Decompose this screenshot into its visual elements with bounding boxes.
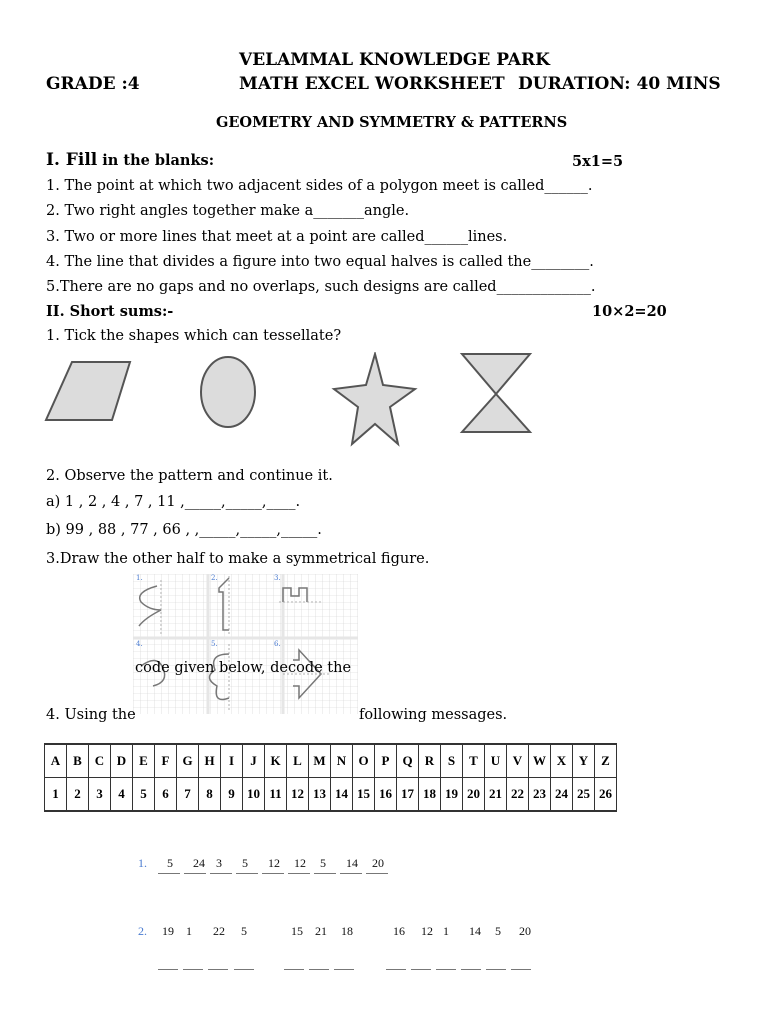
code-letter-z: Z xyxy=(595,744,617,778)
message-2-code: 16 xyxy=(393,924,405,938)
code-number-4: 4 xyxy=(111,778,133,812)
message-2-code: 18 xyxy=(341,924,353,938)
code-letter-p: P xyxy=(375,744,397,778)
code-letter-r: R xyxy=(419,744,441,778)
message-2-code: 5 xyxy=(495,924,501,938)
message-1-code: 14 xyxy=(346,856,358,870)
answer-blank[interactable] xyxy=(184,873,206,874)
message-2-number: 2. xyxy=(138,924,147,938)
grid-label-2: 2. xyxy=(211,574,218,582)
message-1-code: 20 xyxy=(372,856,384,870)
message-1-code: 5 xyxy=(320,856,326,870)
code-number-9: 9 xyxy=(221,778,243,812)
parallelogram-shape[interactable] xyxy=(46,362,130,420)
section1-title-rest: in the blanks: xyxy=(97,152,215,169)
answer-blank[interactable] xyxy=(309,969,329,970)
tessellation-shapes xyxy=(40,352,540,452)
numbers-row xyxy=(45,778,617,812)
message-1-code: 5 xyxy=(167,856,173,870)
code-letter-g: G xyxy=(177,744,199,778)
message-1-number: 1. xyxy=(138,856,147,870)
decode-question-end: following messages. xyxy=(359,707,508,723)
code-letter-x: X xyxy=(551,744,573,778)
code-number-22: 22 xyxy=(507,778,529,812)
fill-question-5: 5.There are no gaps and no overlaps, such designs are called_____________. xyxy=(46,279,596,295)
decode-overlay-text: code given below, decode the xyxy=(135,660,352,676)
message-2-code: 1 xyxy=(443,924,449,938)
answer-blank[interactable] xyxy=(366,873,388,874)
grid-label-1: 1. xyxy=(136,574,143,582)
code-letter-j: J xyxy=(243,744,265,778)
code-number-8: 8 xyxy=(199,778,221,812)
code-number-13: 13 xyxy=(309,778,331,812)
code-letter-a: A xyxy=(45,744,67,778)
answer-blank[interactable] xyxy=(236,873,258,874)
answer-blank[interactable] xyxy=(183,969,203,970)
code-letter-k: K xyxy=(265,744,287,778)
pattern-a: a) 1 , 2 , 4 , 7 , 11 ,_____,_____,____. xyxy=(46,494,301,510)
section2-marks: 10×2=20 xyxy=(592,303,667,320)
code-letter-n: N xyxy=(331,744,353,778)
answer-blank[interactable] xyxy=(210,873,232,874)
answer-blank[interactable] xyxy=(284,969,304,970)
section1-title xyxy=(46,150,214,170)
code-number-15: 15 xyxy=(353,778,375,812)
code-letter-f: F xyxy=(155,744,177,778)
fill-question-2: 2. Two right angles together make a_______angle. xyxy=(46,203,410,219)
letters-row xyxy=(45,744,617,778)
pattern-question: 2. Observe the pattern and continue it. xyxy=(46,468,333,484)
answer-blank[interactable] xyxy=(158,873,180,874)
code-letter-w: W xyxy=(529,744,551,778)
message-1-code: 12 xyxy=(268,856,280,870)
code-letter-l: L xyxy=(287,744,309,778)
code-number-6: 6 xyxy=(155,778,177,812)
code-number-10: 10 xyxy=(243,778,265,812)
grade-label: GRADE :4 xyxy=(46,74,140,94)
fill-question-4: 4. The line that divides a figure into two equal halves is called the________. xyxy=(46,254,594,270)
message-2-code: 14 xyxy=(469,924,481,938)
message-2-code: 15 xyxy=(291,924,303,938)
code-number-18: 18 xyxy=(419,778,441,812)
code-letter-m: M xyxy=(309,744,331,778)
code-number-20: 20 xyxy=(463,778,485,812)
code-number-26: 26 xyxy=(595,778,617,812)
section2-title: II. Short sums:- xyxy=(46,303,174,320)
code-number-16: 16 xyxy=(375,778,397,812)
fill-question-1: 1. The point at which two adjacent sides of a polygon meet is called______. xyxy=(46,178,593,194)
code-number-25: 25 xyxy=(573,778,595,812)
decode-question-start: 4. Using the xyxy=(46,707,136,723)
answer-blank[interactable] xyxy=(288,873,310,874)
code-number-17: 17 xyxy=(397,778,419,812)
grid-label-3: 3. xyxy=(274,574,281,582)
answer-blank[interactable] xyxy=(334,969,354,970)
code-number-14: 14 xyxy=(331,778,353,812)
message-2-code: 5 xyxy=(241,924,247,938)
answer-blank[interactable] xyxy=(208,969,228,970)
code-number-5: 5 xyxy=(133,778,155,812)
message-1-code: 12 xyxy=(294,856,306,870)
code-letter-v: V xyxy=(507,744,529,778)
message-2-code: 20 xyxy=(519,924,531,938)
message-1-code: 3 xyxy=(216,856,222,870)
answer-blank[interactable] xyxy=(386,969,406,970)
tessellate-question: 1. Tick the shapes which can tessellate? xyxy=(46,328,342,344)
code-number-3: 3 xyxy=(89,778,111,812)
code-letter-y: Y xyxy=(573,744,595,778)
code-number-23: 23 xyxy=(529,778,551,812)
code-letter-o: O xyxy=(353,744,375,778)
message-2-code: 19 xyxy=(162,924,174,938)
symmetry-grid xyxy=(133,574,358,714)
letter-number-code-table xyxy=(44,743,617,812)
message-2-code: 22 xyxy=(213,924,225,938)
code-letter-i: I xyxy=(221,744,243,778)
grid-label-5: 5. xyxy=(211,640,218,648)
message-2-code: 12 xyxy=(421,924,433,938)
message-1-code: 24 xyxy=(193,856,205,870)
code-letter-b: B xyxy=(67,744,89,778)
code-letter-d: D xyxy=(111,744,133,778)
code-number-11: 11 xyxy=(265,778,287,812)
answer-blank[interactable] xyxy=(511,969,531,970)
code-number-1: 1 xyxy=(45,778,67,812)
code-number-24: 24 xyxy=(551,778,573,812)
code-letter-e: E xyxy=(133,744,155,778)
topic-title: GEOMETRY AND SYMMETRY & PATTERNS xyxy=(216,114,568,131)
code-letter-q: Q xyxy=(397,744,419,778)
answer-blank[interactable] xyxy=(486,969,506,970)
answer-blank[interactable] xyxy=(158,969,178,970)
answer-blank[interactable] xyxy=(262,873,284,874)
school-name: VELAMMAL KNOWLEDGE PARK xyxy=(239,50,550,70)
code-letter-s: S xyxy=(441,744,463,778)
message-1-code: 5 xyxy=(242,856,248,870)
code-number-12: 12 xyxy=(287,778,309,812)
answer-blank[interactable] xyxy=(234,969,254,970)
fill-question-3: 3. Two or more lines that meet at a point are called______lines. xyxy=(46,229,508,245)
answer-blank[interactable] xyxy=(411,969,431,970)
star-shape[interactable] xyxy=(334,354,415,444)
worksheet-title: MATH EXCEL WORKSHEET xyxy=(239,74,505,94)
grid-label-4: 4. xyxy=(136,640,143,648)
code-number-19: 19 xyxy=(441,778,463,812)
section1-title-big: I. Fill xyxy=(46,150,98,170)
oval-shape[interactable] xyxy=(201,357,255,427)
symmetry-question: 3.Draw the other half to make a symmetrical figure. xyxy=(46,551,430,567)
message-2-code: 21 xyxy=(315,924,327,938)
hourglass-shape[interactable] xyxy=(462,354,530,432)
code-number-2: 2 xyxy=(67,778,89,812)
answer-blank[interactable] xyxy=(436,969,456,970)
grid-label-6: 6. xyxy=(274,640,281,648)
code-number-21: 21 xyxy=(485,778,507,812)
symmetry-grid-figure xyxy=(133,574,358,714)
duration-label: DURATION: 40 MINS xyxy=(518,74,721,94)
message-2-code: 1 xyxy=(186,924,192,938)
code-letter-h: H xyxy=(199,744,221,778)
section1-marks: 5x1=5 xyxy=(572,153,624,170)
pattern-b: b) 99 , 88 , 77 , 66 , ,_____,_____,_____. xyxy=(46,522,322,538)
code-letter-t: T xyxy=(463,744,485,778)
answer-blank[interactable] xyxy=(314,873,336,874)
code-number-7: 7 xyxy=(177,778,199,812)
answer-blank[interactable] xyxy=(461,969,481,970)
answer-blank[interactable] xyxy=(340,873,362,874)
code-letter-u: U xyxy=(485,744,507,778)
code-letter-c: C xyxy=(89,744,111,778)
